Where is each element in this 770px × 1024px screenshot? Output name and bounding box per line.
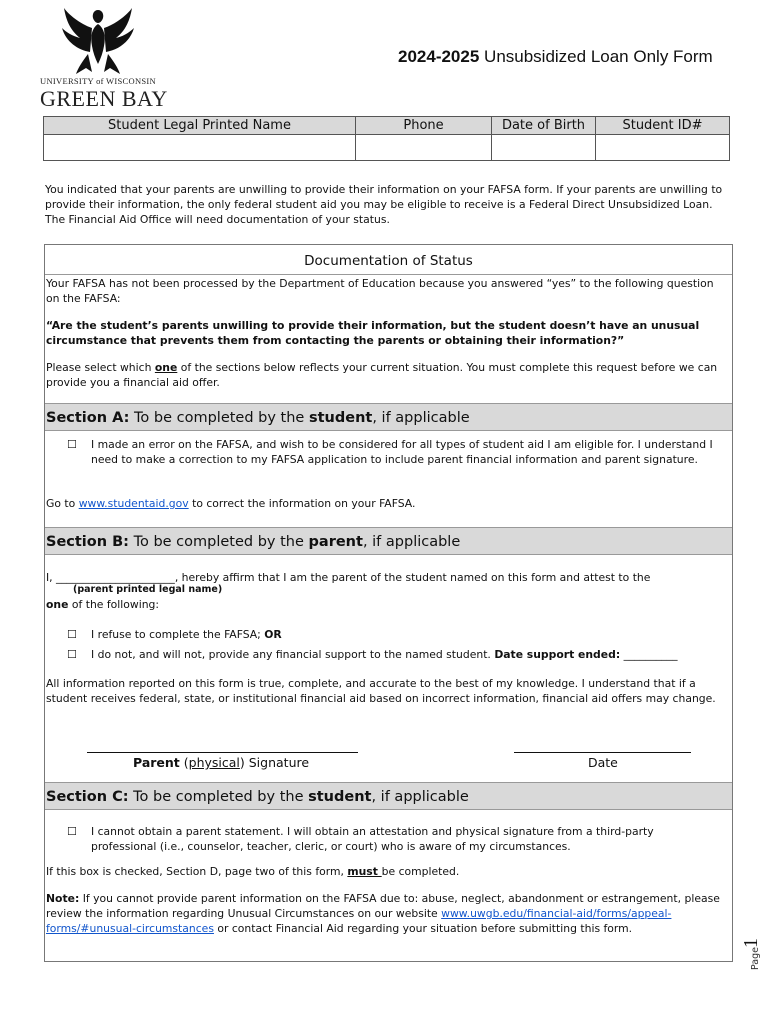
campus-name: GREEN BAY <box>40 86 168 111</box>
goto-text-tail: to correct the information on your FAFSA. <box>188 497 416 510</box>
section-d-note <box>45 864 732 879</box>
fafsa-status-paragraph: Your FAFSA has not been processed by the Department of Education because you answered “yes” to the following question on the FAFSA: <box>46 277 714 305</box>
form-title-rest: Unsubsidized Loan Only Form <box>479 47 713 66</box>
checkbox-icon[interactable]: ☐ <box>67 438 77 451</box>
select-one-emphasis: one <box>154 361 178 374</box>
uwgb-logo <box>40 6 170 111</box>
student-name-field[interactable] <box>44 135 356 161</box>
refuse-text <box>91 627 721 642</box>
note-text: If you cannot provide parent information on the FAFSA due to: abuse, neglect, abandonment or estrangement, please review the information regarding Unusual Circumstances on our website <box>46 892 720 920</box>
section-b-header <box>45 527 732 555</box>
header-date-of-birth: Date of Birth <box>492 117 596 135</box>
section-a-text: To be completed by the <box>129 410 309 426</box>
studentaid-link[interactable]: www.studentaid.gov <box>78 497 189 510</box>
date-label: Date <box>588 755 618 770</box>
form-title <box>398 47 713 67</box>
refuse-or: OR <box>264 628 282 641</box>
fafsa-question: “Are the student’s parents unwilling to provide their information, but the student doesn’t have an unusual circumstance that prevents them from contacting the parents or obtaining their information?” <box>46 319 700 347</box>
sig-open: ( <box>179 755 189 770</box>
uwgb-unusual-circumstances-link[interactable]: www.uwgb.edu/financial-aid/forms/appeal-forms/#unusual-circumstances <box>46 907 672 935</box>
no-support-text-a: I do not, and will not, provide any financial support to the named student. <box>91 648 495 661</box>
note-label: Note: <box>46 892 80 905</box>
checkbox-icon[interactable]: ☐ <box>67 825 77 838</box>
checkbox-icon[interactable]: ☐ <box>67 628 77 641</box>
student-info-table <box>43 116 730 161</box>
form-title-years: 2024-2025 <box>398 47 480 66</box>
sig-physical: physical <box>188 755 240 770</box>
phoenix-icon <box>58 6 138 76</box>
section-a-header <box>45 403 732 431</box>
header-phone: Phone <box>356 117 492 135</box>
attestation-paragraph: All information reported on this form is true, complete, and accurate to the best of my knowledge. I understand that if a student receives federal, state, or institutional financial aid based on incorrect information, financial aid offers may change. <box>46 677 716 705</box>
section-b-text-tail: , if applicable <box>362 534 461 550</box>
checkbox-icon[interactable]: ☐ <box>67 648 77 661</box>
note-paragraph <box>45 891 732 936</box>
note-tail: or contact Financial Aid regarding your situation before submitting this form. <box>213 922 633 935</box>
page-number <box>738 928 768 978</box>
ifbox-text: If this box is checked, Section D, page two of this form, <box>46 865 348 878</box>
section-a-goto <box>45 496 732 511</box>
affirm-tail-text: of the following: <box>68 598 160 611</box>
ifbox-must: must <box>347 865 382 878</box>
no-support-text <box>91 647 721 662</box>
parent-affirm-line: I, ______________________, hereby affirm that I am the parent of the student named on this form and attest to the <box>46 571 651 584</box>
sig-parent: Parent <box>133 755 180 770</box>
section-c-header <box>45 782 732 810</box>
sig-rest: ) Signature <box>239 755 310 770</box>
page-num: 1 <box>740 938 762 948</box>
section-b-label: Section B: <box>46 534 129 550</box>
date-support-ended-label: Date support ended: <box>494 648 621 661</box>
select-one-paragraph <box>45 360 732 390</box>
intro-paragraph: You indicated that your parents are unwilling to provide their information on your FAFSA form. If your parents are unwilling to provide their information, the only federal student aid you may be eligible to receive is a Federal Direct Unsubsidized Loan. The Financial Aid Office will need documentation of your status. <box>45 183 723 226</box>
parent-affirm-tail <box>45 597 732 612</box>
date-support-ended-blank[interactable]: __________ <box>620 648 678 661</box>
section-c-who: student <box>308 789 372 805</box>
section-a-text-tail: , if applicable <box>372 410 470 426</box>
date-of-birth-field[interactable] <box>492 135 596 161</box>
date-signature-line[interactable] <box>514 752 691 753</box>
phone-field[interactable] <box>356 135 492 161</box>
documentation-box <box>44 244 733 962</box>
parent-signature-line[interactable] <box>87 752 358 753</box>
documentation-header: Documentation of Status <box>45 245 732 275</box>
section-b-text: To be completed by the <box>128 534 309 550</box>
student-id-field[interactable] <box>596 135 730 161</box>
goto-text: Go to <box>46 497 79 510</box>
section-c-label: Section C: <box>46 789 129 805</box>
header-student-id: Student ID# <box>596 117 730 135</box>
university-line: UNIVERSITY of WISCONSIN <box>40 76 156 86</box>
section-c-text-tail: , if applicable <box>371 789 469 805</box>
parent-signature-label <box>133 755 309 770</box>
section-c-option-text: I cannot obtain a parent statement. I will obtain an attestation and physical signature from a third-party professional (i.e., counselor, teacher, cleric, or court) who is aware of my circumstances. <box>91 825 654 853</box>
section-a-who: student <box>308 410 373 426</box>
select-one-text-b: of the sections below reflects your current situation. You must complete this request before we can provide you a financial aid offer. <box>46 361 718 389</box>
select-one-text-a: Please select which <box>46 361 155 374</box>
section-c-text: To be completed by the <box>128 789 309 805</box>
refuse-text-a: I refuse to complete the FAFSA; <box>91 628 265 641</box>
section-b-who: parent <box>308 534 363 550</box>
header-student-name: Student Legal Printed Name <box>44 117 356 135</box>
affirm-one: one <box>46 598 69 611</box>
section-a-label: Section A: <box>46 410 130 426</box>
ifbox-tail: be completed. <box>381 865 460 878</box>
page-word: Page <box>750 947 761 970</box>
section-a-option-text: I made an error on the FAFSA, and wish to be considered for all types of student aid I am eligible for. I understand I need to make a correction to my FAFSA application to include parent financial information and parent signature. <box>91 438 713 466</box>
parent-name-caption: (parent printed legal name) <box>73 584 223 595</box>
